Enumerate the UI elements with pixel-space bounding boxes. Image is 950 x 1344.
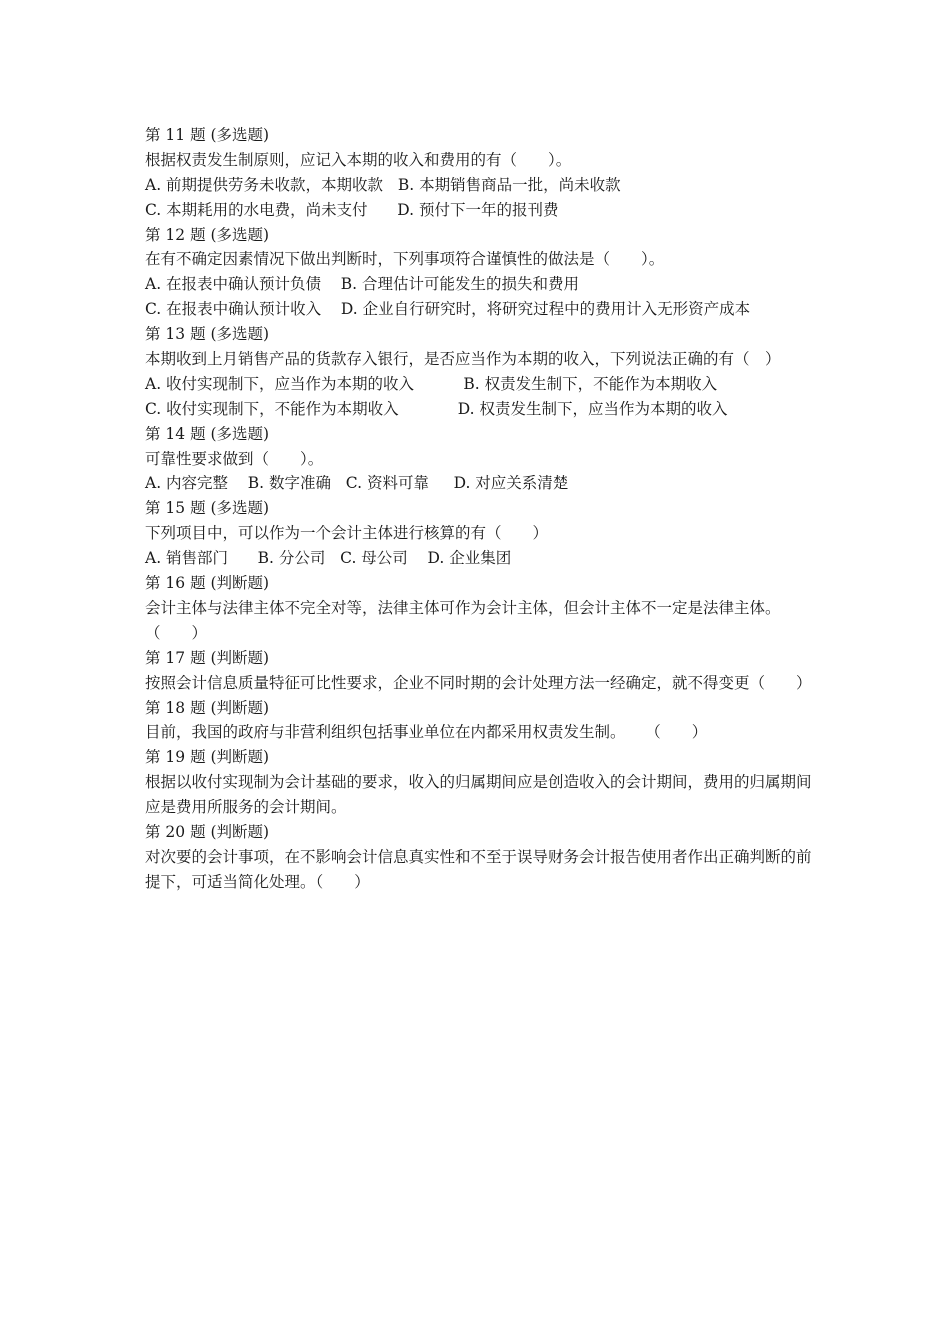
question-option-line: A. 销售部门 B. 分公司 C. 母公司 D. 企业集团 <box>145 549 512 568</box>
question-header: 第 19 题 (判断题) <box>145 748 270 767</box>
question-option-line: C. 在报表中确认预计收入 D. 企业自行研究时，将研究过程中的费用计入无形资产成本 <box>145 300 751 319</box>
question-stem: 本期收到上月销售产品的货款存入银行，是否应当作为本期的收入，下列说法正确的有（ ） <box>145 350 781 369</box>
question-header: 第 11 题 (多选题) <box>145 126 270 144</box>
question-stem: 根据权责发生制原则，应记入本期的收入和费用的有（ ）。 <box>145 150 572 169</box>
question-stem: 对次要的会计事项，在不影响会计信息真实性和不至于误导财务会计报告使用者作出正确判断的前提下，可适当简化处理。（ ） <box>145 847 812 891</box>
question-header: 第 12 题 (多选题) <box>145 225 270 244</box>
question-option-line: A. 收付实现制下，应当作为本期的收入 B. 权责发生制下，不能作为本期收入 <box>145 374 718 393</box>
question-header: 第 17 题 (判断题) <box>145 648 270 667</box>
question-stem: 根据以收付实现制为会计基础的要求，收入的归属期间应是创造收入的会计期间，费用的归属期间应是费用所服务的会计期间。 <box>145 773 812 817</box>
question-header: 第 13 题 (多选题) <box>145 325 270 344</box>
question-header: 第 14 题 (多选题) <box>145 424 270 443</box>
question-header: 第 20 题 (判断题) <box>145 823 270 842</box>
question-stem: 目前，我国的政府与非营利组织包括事业单位在内都采用权责发生制。 （ ） <box>145 723 708 742</box>
question-document <box>145 123 815 895</box>
question-header: 第 16 题 (判断题) <box>145 574 270 593</box>
question-option-line: A. 前期提供劳务未收款，本期收款 B. 本期销售商品一批，尚未收款 <box>145 175 621 194</box>
question-stem: 下列项目中，可以作为一个会计主体进行核算的有（ ） <box>145 524 549 543</box>
question-header: 第 15 题 (多选题) <box>145 499 270 518</box>
question-option-line: C. 本期耗用的水电费，尚未支付 D. 预付下一年的报刊费 <box>145 200 559 219</box>
question-option-line: A. 内容完整 B. 数字准确 C. 资料可靠 D. 对应关系清楚 <box>145 474 569 493</box>
question-header: 第 18 题 (判断题) <box>145 698 270 717</box>
question-stem: 按照会计信息质量特征可比性要求，企业不同时期的会计处理方法一经确定，就不得变更（ ） <box>145 673 812 692</box>
question-stem: 会计主体与法律主体不完全对等，法律主体可作为会计主体，但会计主体不一定是法律主体。（ ） <box>145 598 781 642</box>
question-option-line: A. 在报表中确认预计负债 B. 合理估计可能发生的损失和费用 <box>145 275 580 294</box>
question-option-line: C. 收付实现制下，不能作为本期收入 D. 权责发生制下，应当作为本期的收入 <box>145 399 728 418</box>
question-stem: 可靠性要求做到（ ）。 <box>145 449 324 468</box>
question-stem: 在有不确定因素情况下做出判断时，下列事项符合谨慎性的做法是（ ）。 <box>145 250 665 269</box>
